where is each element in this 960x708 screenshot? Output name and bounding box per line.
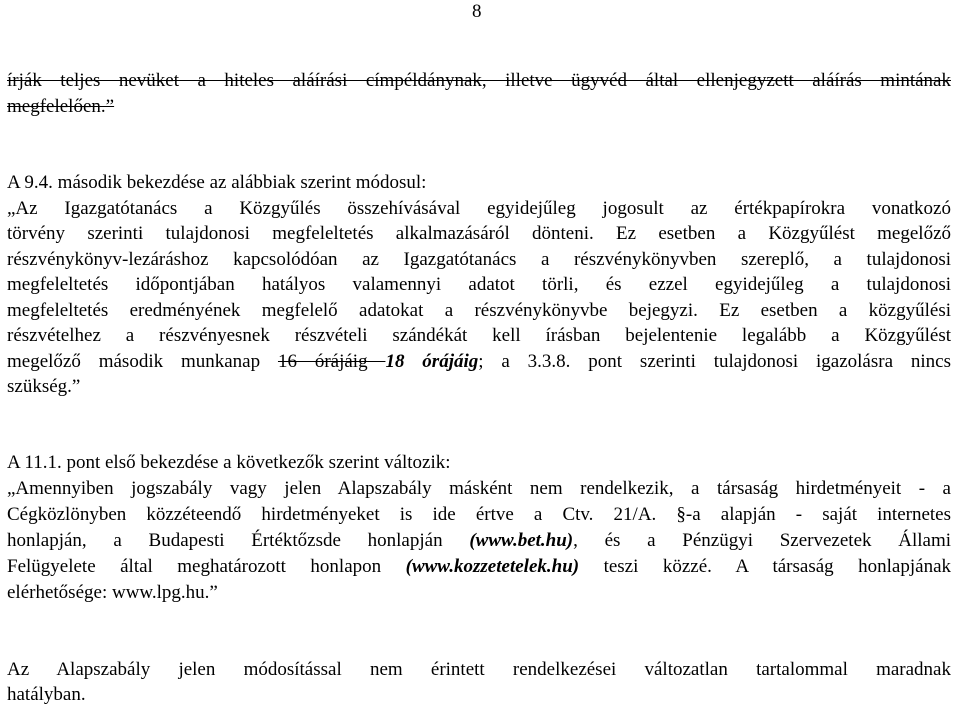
line-7-text-a: megelőző második munkanap xyxy=(7,351,278,372)
bet-website-link[interactable]: (www.bet.hu) xyxy=(469,530,574,551)
amendment-9-4-line-4: megfeleltetés időpontjában hatályos valamennyi adatot törli, és ezzel egyidejűleg a tulajdonosi xyxy=(7,274,951,295)
closing-statement-line-1: Az Alapszabály jelen módosítással nem érintett rendelkezései változatlan tartalommal maradnak xyxy=(7,659,951,680)
inserted-time: 18 órájáig xyxy=(385,351,479,372)
line-3-text-b: , és a Pénzügyi Szervezetek Állami xyxy=(573,530,951,551)
line-4-text-a: Felügyelete által meghatározott honlapon xyxy=(7,556,406,577)
amendment-9-4-line-5: megfeleltetés eredményének megfelelő adatokat a részvénykönyvbe bejegyzi. Ez esetben a közgyűlési xyxy=(7,300,951,321)
deleted-time: 16 órájáig xyxy=(277,351,386,372)
amendment-11-1-line-5: elérhetősége: www.lpg.hu.” xyxy=(7,582,218,603)
amendment-9-4-line-1: „Az Igazgatótanács a Közgyűlés összehívásával egyidejűleg jogosult az értékpapírokra vonatkozó xyxy=(7,198,951,219)
amendment-11-1-line-2: Cégközlönyben közzéteendő hirdetményeket is ide értve a Ctv. 21/A. §-a alapján - saját internetes xyxy=(7,504,951,525)
kozzetetelek-website-link[interactable]: (www.kozzetetelek.hu) xyxy=(405,556,580,577)
page-number: 8 xyxy=(472,1,482,22)
line-4-text-b: teszi közzé. A társaság honlapjának xyxy=(579,556,951,577)
amendment-11-1-line-4 xyxy=(7,555,951,579)
amendment-9-4-line-7 xyxy=(7,350,951,374)
amendment-9-4-line-6: részvételhez a részvényesnek részvételi szándékát kell írásban bejelentenie legalább a Közgyűlést xyxy=(7,325,951,346)
amendment-9-4-line-2: törvény szerinti tulajdonosi megfeleltetés alkalmazásáról dönteni. Ez esetben a Közgyűlést megelőző xyxy=(7,223,951,244)
line-7-text-b: ; a 3.3.8. pont szerinti tulajdonosi igazolásra nincs xyxy=(478,351,951,372)
amendment-intro-9-4: A 9.4. második bekezdése az alábbiak szerint módosul: xyxy=(7,172,427,193)
struck-text-line-1: írják teljes nevüket a hiteles aláírási címpéldánynak, illetve ügyvéd által ellenjegyzett aláírás mintának xyxy=(7,70,951,91)
amendment-11-1-line-3 xyxy=(7,529,951,553)
struck-text-line-2: megfelelően.” xyxy=(7,96,115,117)
amendment-intro-11-1: A 11.1. pont első bekezdése a következők szerint változik: xyxy=(7,452,451,473)
closing-statement-line-2: hatályban. xyxy=(7,684,86,705)
amendment-11-1-line-1: „Amennyiben jogszabály vagy jelen Alapszabály másként nem rendelkezik, a társaság hirdetményeit - a xyxy=(7,478,951,499)
amendment-9-4-line-8: szükség.” xyxy=(7,376,81,397)
amendment-9-4-line-3: részvénykönyv-lezáráshoz kapcsolódóan az Igazgatótanács a részvénykönyvben szereplő, a tulajdonosi xyxy=(7,249,951,270)
line-3-text-a: honlapján, a Budapesti Értéktőzsde honlapján xyxy=(7,530,470,551)
